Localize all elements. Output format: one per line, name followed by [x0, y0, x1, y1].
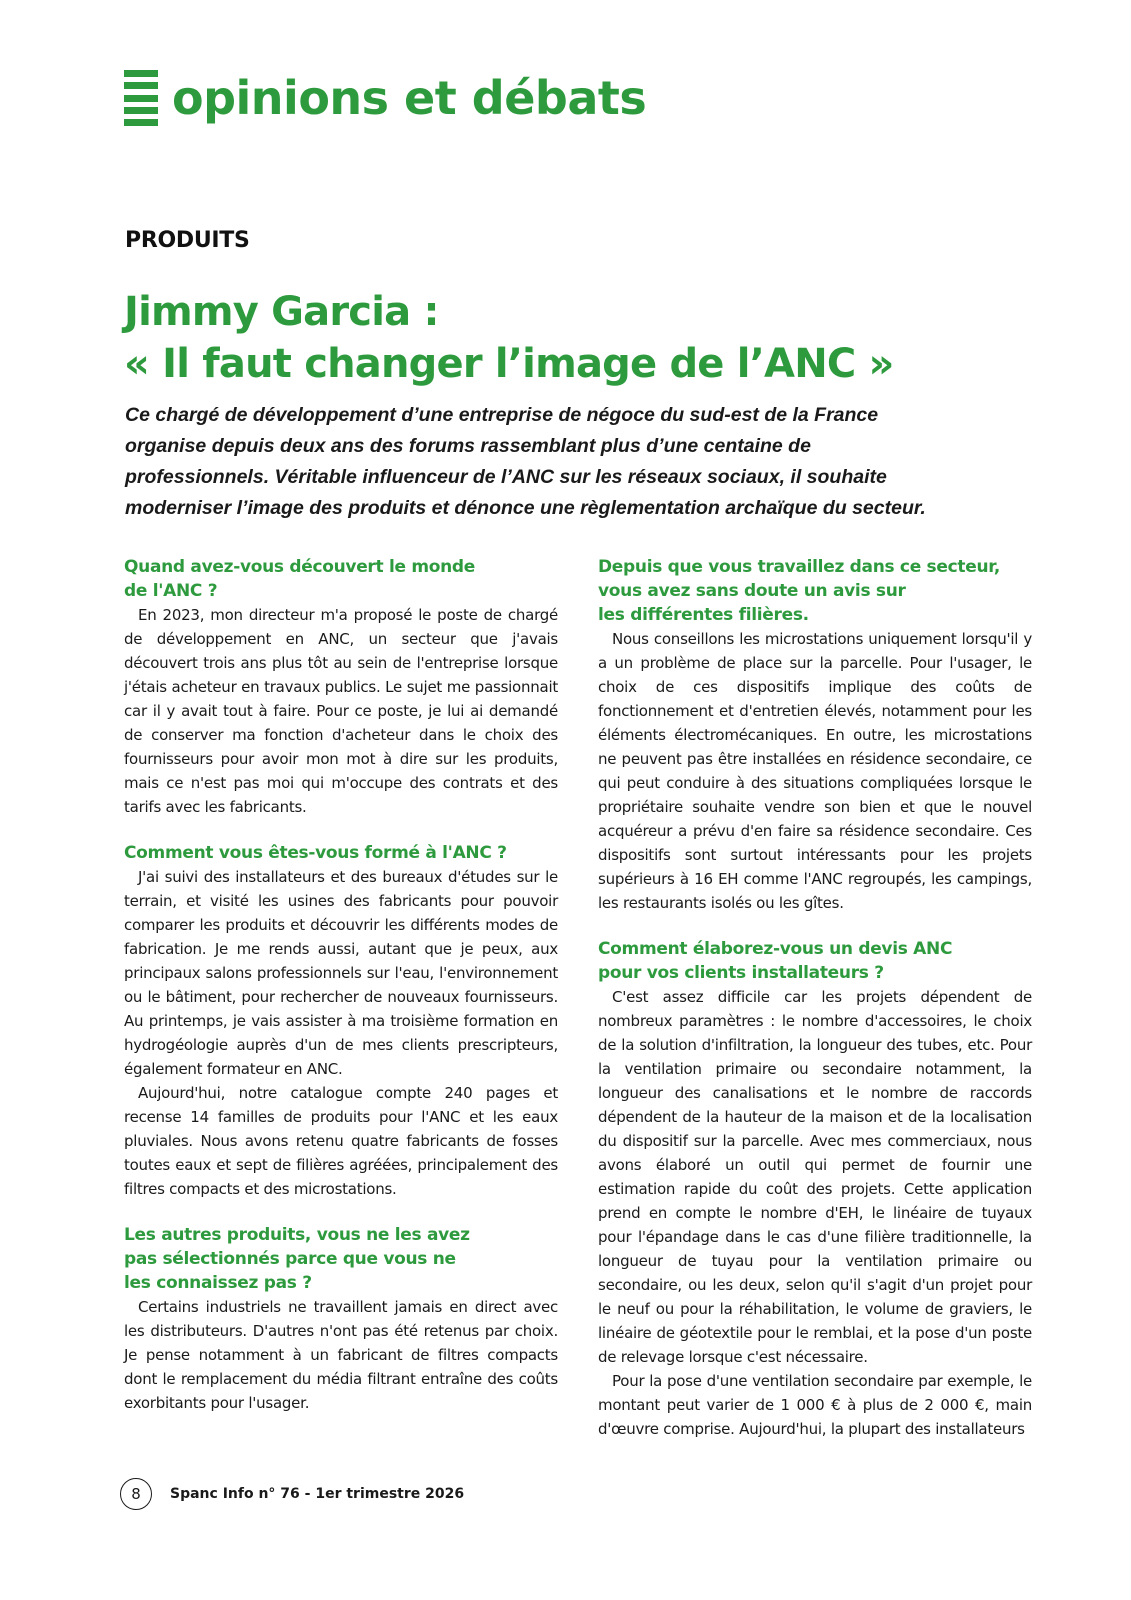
rubric-bars-icon	[124, 70, 158, 126]
question-heading	[124, 1223, 558, 1295]
answer-paragraph: Pour la pose d'une ventilation secondaire par exemple, le montant peut varier de 1 000 € à plus de 2 000 €, main d'œuvre comprise. Aujourd'hui, la plupart des installateurs	[598, 1372, 1032, 1438]
standfirst-line: moderniser l’image des produits et dénonce une règlementation archaïque du secteur.	[125, 497, 926, 519]
question-line: vous avez sans doute un avis sur	[598, 581, 906, 601]
standfirst-line: organise depuis deux ans des forums rassemblant plus d’une centaine de	[125, 435, 811, 457]
question-line: les différentes filières.	[598, 605, 809, 625]
question-line: Quand avez-vous découvert le monde	[124, 557, 476, 577]
rubric-header	[124, 70, 646, 126]
publication-info: Spanc Info n° 76 - 1er trimestre 2026	[170, 1486, 465, 1502]
question-line: Depuis que vous travaillez dans ce secteur,	[598, 557, 1000, 577]
question-heading	[598, 937, 1032, 985]
question-line: Les autres produits, vous ne les avez	[124, 1225, 470, 1245]
question-line: pour vos clients installateurs ?	[598, 963, 884, 983]
rubric-title: opinions et débats	[172, 71, 647, 125]
standfirst-line: Ce chargé de développement d’une entreprise de négoce du sud-est de la France	[125, 404, 879, 426]
article-title	[124, 286, 1024, 390]
title-line: Jimmy Garcia :	[124, 289, 439, 335]
standfirst-line: professionnels. Véritable influenceur de l’ANC sur les réseaux sociaux, il souhaite	[125, 466, 887, 488]
answer-paragraph: J'ai suivi des installateurs et des bureaux d'études sur le terrain, et visité les usines des fabricants pour pouvoir comparer les produits et découvrir les différents modes de fabrication. Je me rends aussi, autant que je peux, aux principaux salons professionnels sur l'eau, l'environnement ou le bâtiment, pour rechercher de nouveaux fournisseurs. Au printemps, je vais assister à ma troisième formation en hydrogéologie auprès d'un de mes clients prescripteurs, également formateur en ANC.	[124, 868, 558, 1078]
answer-paragraph: En 2023, mon directeur m'a proposé le poste de chargé de développement en ANC, un secteur que j'avais découvert trois ans plus tôt au sein de l'entreprise lorsque j'étais acheteur en travaux publics. Le sujet me passionnait car il y avait tout à faire. Pour ce poste, je lui ai demandé de conserver ma fonction d'acheteur dans le choix des fournisseurs pour avoir mon mot à dire sur les produits, mais ce n'est pas moi qui m'occupe des contrats et des tarifs avec les fabricants.	[124, 606, 558, 816]
page-footer	[120, 1478, 464, 1510]
question-line: les connaissez pas ?	[124, 1273, 312, 1293]
answer-paragraph: Certains industriels ne travaillent jamais en direct avec les distributeurs. D'autres n'ont pas été retenus par choix. Je pense notamment à un fabricant de filtres compacts dont le remplacement du média filtrant entraîne des coûts exorbitants pour l'usager.	[124, 1298, 558, 1412]
title-line: « Il faut changer l’image de l’ANC »	[124, 341, 894, 387]
section-label: PRODUITS	[125, 228, 250, 253]
question-heading	[124, 841, 558, 865]
answer-paragraph: Aujourd'hui, notre catalogue compte 240 pages et recense 14 familles de produits pour l'ANC et les eaux pluviales. Nous avons retenu quatre fabricants de fosses toutes eaux et sept de filières agréées, principalement des filtres compacts et des microstations.	[124, 1084, 558, 1198]
question-heading	[598, 555, 1032, 627]
answer-paragraph: C'est assez difficile car les projets dépendent de nombreux paramètres : le nombre d'accessoires, le choix de la solution d'infiltration, la longueur des tubes, etc. Pour la ventilation primaire ou secondaire notamment, la longueur des canalisations et le nombre de raccords dépendent de la hauteur de la maison et de la localisation du dispositif sur la parcelle. Avec mes commerciaux, nous avons élaboré un outil qui permet de fournir une estimation rapide du coût des projets. Cette application prend en compte le nombre d'EH, le linéaire de tuyaux pour l'épandage dans le cas d'une filière traditionnelle, la longueur de tuyau pour la ventilation primaire ou secondaire, ou les deux, selon qu'il s'agit d'un projet pour le neuf ou pour la réhabilitation, le volume de graviers, le linéaire de géotextile pour le remblai, et la pose d'un poste de relevage lorsque c'est nécessaire.	[598, 988, 1032, 1366]
question-line: de l'ANC ?	[124, 581, 218, 601]
standfirst	[125, 400, 1025, 524]
question-line: Comment élaborez-vous un devis ANC	[598, 939, 953, 959]
question-heading	[124, 555, 558, 603]
question-line: Comment vous êtes-vous formé à l'ANC ?	[124, 843, 507, 863]
answer-paragraph: Nous conseillons les microstations uniquement lorsqu'il y a un problème de place sur la parcelle. Pour l'usager, le choix de ces dispositifs implique des coûts de fonctionnement et d'entretien élevés, notamment pour les éléments électromécaniques. En outre, les microstations ne peuvent pas être installées en résidence secondaire, ce qui peut conduire à des situations compliquées lorsque le propriétaire souhaite vendre son bien et que le nouvel acquéreur a prévu d'en faire sa résidence secondaire. Ces dispositifs sont surtout intéressants pour les projets supérieurs à 16 EH comme l'ANC regroupés, les campings, les restaurants isolés ou les gîtes.	[598, 630, 1032, 912]
question-line: pas sélectionnés parce que vous ne	[124, 1249, 456, 1269]
left-column	[124, 555, 558, 1415]
right-column	[598, 555, 1032, 1441]
page-number: 8	[120, 1478, 152, 1510]
